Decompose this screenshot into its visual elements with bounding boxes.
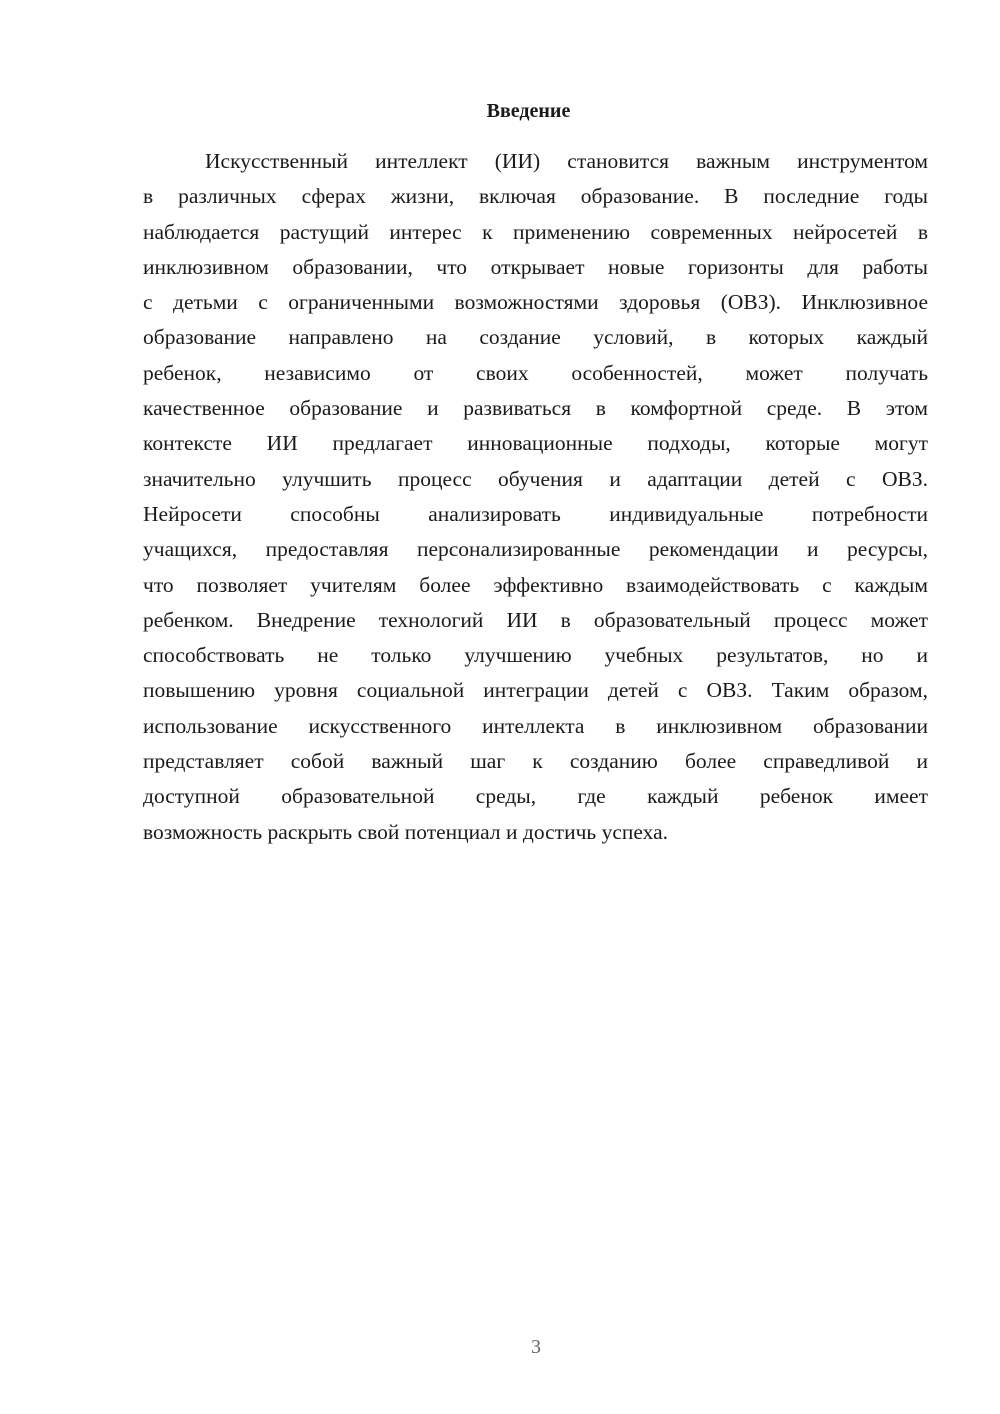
page-number: 3 [531, 1336, 541, 1358]
paragraph-line: с детьми с ограниченными возможностями здоровья (ОВЗ). Инклюзивное [143, 290, 928, 315]
paragraph-line: наблюдается растущий интерес к применению современных нейросетей в [143, 219, 928, 244]
paragraph-line: качественное образование и развиваться в комфортной среде. В этом [143, 396, 928, 421]
paragraph-line: значительно улучшить процесс обучения и адаптации детей с ОВЗ. [143, 466, 928, 491]
page-title: Введение [486, 100, 571, 122]
paragraph-line: учащихся, предоставляя персонализированные рекомендации и ресурсы, [143, 537, 928, 562]
paragraph-line: использование искусственного интеллекта в инклюзивном образовании [143, 713, 928, 738]
paragraph-line: инклюзивном образовании, что открывает новые горизонты для работы [143, 254, 928, 279]
paragraph-line: что позволяет учителям более эффективно взаимодействовать с каждым [143, 572, 928, 597]
paragraph-line: образование направлено на создание условий, в которых каждый [143, 325, 928, 350]
paragraph-line: в различных сферах жизни, включая образование. В последние годы [143, 184, 928, 209]
paragraph-line: контексте ИИ предлагает инновационные подходы, которые могут [143, 431, 928, 456]
paragraph-line: доступной образовательной среды, где каждый ребенок имеет [143, 784, 928, 809]
paragraph-line: Нейросети способны анализировать индивидуальные потребности [143, 501, 928, 526]
body-paragraph [143, 144, 928, 850]
paragraph-line: способствовать не только улучшению учебных результатов, но и [143, 643, 928, 668]
paragraph-line: ребенок, независимо от своих особенностей, может получать [143, 360, 928, 385]
paragraph-line: представляет собой важный шаг к созданию более справедливой и [143, 749, 928, 774]
paragraph-line: Искусственный интеллект (ИИ) становится важным инструментом [205, 149, 928, 173]
page-title-container [143, 97, 928, 125]
paragraph-line: повышению уровня социальной интеграции детей с ОВЗ. Таким образом, [143, 678, 928, 703]
paragraph-line: ребенком. Внедрение технологий ИИ в образовательный процесс может [143, 607, 928, 632]
paragraph-line: возможность раскрыть свой потенциал и достичь успеха. [143, 819, 669, 844]
